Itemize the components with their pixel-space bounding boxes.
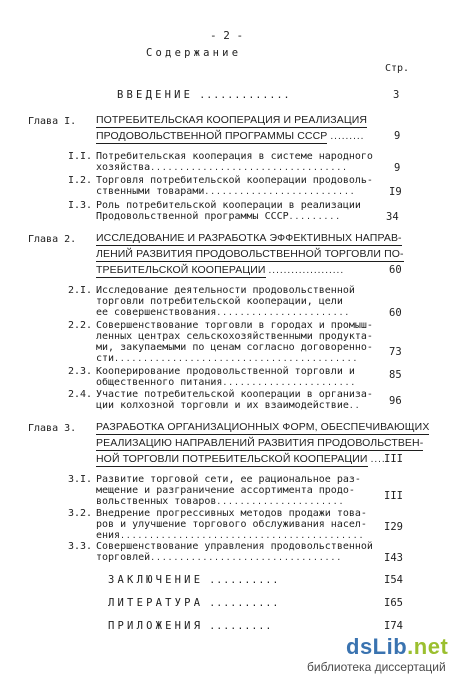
section-2-2-line-3: ми, закупаемыми по ценам согласно договоренно- — [96, 342, 373, 353]
section-2-1-line-1: Исследование деятельности продовольственной — [96, 285, 355, 296]
chapter-1-title-line-2-text: ПРОДОВОЛЬСТВЕННОЙ ПРОГРАММЫ СССР — [96, 130, 328, 142]
section-2-2-line-4 — [96, 353, 358, 365]
section-2-3-page: 85 — [389, 369, 402, 381]
section-3-3-line-1: Совершенствование управления продовольственной — [96, 541, 373, 552]
section-2-4-number: 2.4. — [68, 389, 93, 400]
toc-entry-appendix[interactable] — [108, 620, 272, 633]
section-1-2-number: I.2. — [68, 175, 93, 186]
intro-page: 3 — [393, 89, 400, 101]
section-2-3-line-2 — [96, 377, 356, 389]
section-1-1-number: I.I. — [68, 151, 93, 162]
section-1-1-page: 9 — [394, 162, 401, 174]
section-1-1-line-1: Потребительская кооперация в системе народного — [96, 151, 373, 162]
appendix-label: ПРИЛОЖЕНИЯ — [108, 620, 204, 632]
chapter-1-title-line-2 — [96, 130, 364, 143]
leader-dots: .................................. — [150, 163, 348, 172]
section-2-2-number: 2.2. — [68, 320, 93, 331]
leader-dots: .......... — [209, 598, 280, 609]
section-1-2-line-1: Торговля потребительской кооперации продоволь- — [96, 175, 373, 186]
toc-entry-intro[interactable] — [117, 89, 437, 102]
section-2-2-line-1: Совершенствование торговли в городах и промыш- — [96, 320, 373, 331]
section-2-3-line-2-text: общественного питания — [96, 377, 223, 388]
leader-dots: ............. — [199, 90, 291, 101]
chapter-3-title-line-3-text: НОЙ ТОРГОВЛИ ПОТРЕБИТЕЛЬСКОЙ КООПЕРАЦИИ — [96, 453, 368, 465]
section-2-1-page: 60 — [389, 307, 402, 319]
section-2-1-line-3 — [96, 307, 350, 319]
section-2-1-number: 2.I. — [68, 285, 93, 296]
chapter-3-title-line-2: РЕАЛИЗАЦИЮ НАПРАВЛЕНИЙ РАЗВИТИЯ ПРОДОВОЛЬСТВЕН- — [96, 437, 424, 449]
section-3-1-page: III — [384, 490, 403, 502]
watermark-tld: .net — [407, 634, 449, 659]
section-2-2-line-4-text: сти — [96, 353, 115, 364]
chapter-3-page: III — [384, 453, 403, 465]
watermark-brand: dsLib — [346, 634, 408, 659]
section-1-2-page: I9 — [389, 186, 402, 198]
toc-entry-conclusion[interactable] — [108, 574, 279, 587]
literature-label: ЛИТЕРАТУРА — [108, 597, 204, 609]
leader-dots: ...................... — [216, 497, 345, 506]
chapter-1-page: 9 — [394, 130, 401, 142]
intro-label: ВВЕДЕНИЕ — [117, 89, 194, 101]
leader-dots: ....................... — [222, 378, 357, 387]
section-3-2-line-3-text: ения — [96, 530, 121, 541]
chapter-2-page: 60 — [389, 264, 402, 276]
section-1-2-line-2 — [96, 186, 356, 198]
watermark-caption: библиотека диссертаций — [307, 660, 446, 674]
section-3-2-number: 3.2. — [68, 508, 93, 519]
section-3-3-page: I43 — [384, 552, 403, 564]
literature-page: I65 — [384, 597, 403, 609]
section-1-3-line-2 — [96, 211, 341, 223]
section-3-1-line-3-text: вольственных товаров — [96, 496, 217, 507]
section-3-1-line-2: мещение и разграничение ассортимента продо- — [96, 485, 355, 496]
chapter-2-title-line-1: ИССЛЕДОВАНИЕ И РАЗРАБОТКА ЭФФЕКТИВНЫХ НАПРАВ- — [96, 232, 402, 244]
chapter-2-number: Глава 2. — [28, 234, 77, 245]
section-2-3-line-1: Кооперирование продовольственной торговли и — [96, 366, 355, 377]
leader-dots: ....................... — [216, 308, 351, 317]
chapter-1-title-line-1: ПОТРЕБИТЕЛЬСКАЯ КООПЕРАЦИЯ И РЕАЛИЗАЦИЯ — [96, 114, 368, 126]
conclusion-label: ЗАКЛЮЧЕНИЕ — [108, 574, 204, 586]
section-2-4-line-2-text: ции колхозной торговли и их взаимодействие — [96, 400, 349, 411]
section-2-1-line-3-text: ее совершенствования — [96, 307, 217, 318]
appendix-page: I74 — [384, 620, 403, 632]
chapter-2-title-line-2: ЛЕНИЙ РАЗВИТИЯ ПРОДОВОЛЬСТВЕННОЙ ТОРГОВЛИ ПО- — [96, 248, 404, 260]
section-3-2-line-2: ров и улучшение торгового обслуживания насел- — [96, 519, 367, 530]
section-3-1-line-1: Развитие торговой сети, ее рациональное раз- — [96, 474, 361, 485]
conclusion-page: I54 — [384, 574, 403, 586]
section-3-2-page: I29 — [384, 521, 403, 533]
section-1-1-line-2 — [96, 162, 348, 174]
leader-dots: ......... — [288, 212, 342, 221]
page-number: - 2 - — [210, 29, 244, 42]
leader-dots: .................... — [268, 265, 345, 276]
section-2-2-line-2: ленных центрах сельскохозяйственными продукта- — [96, 331, 373, 342]
section-1-2-line-2-text: ственными товарами — [96, 186, 205, 197]
section-2-3-number: 2.3. — [68, 366, 93, 377]
section-3-2-line-1: Внедрение прогрессивных методов продажи това- — [96, 508, 367, 519]
section-3-3-line-2 — [96, 552, 342, 564]
section-3-1-number: 3.I. — [68, 474, 93, 485]
leader-dots: .......................................... — [120, 531, 365, 540]
toc-entry-literature[interactable] — [108, 597, 279, 610]
section-2-4-page: 96 — [389, 395, 402, 407]
chapter-3-title-line-3 — [96, 453, 386, 466]
section-3-1-line-3 — [96, 496, 344, 508]
chapter-2-title-line-3 — [96, 264, 344, 277]
chapter-3-number: Глава 3. — [28, 423, 77, 434]
chapter-3-title-line-1: РАЗРАБОТКА ОРГАНИЗАЦИОННЫХ ФОРМ, ОБЕСПЕЧИВАЮЩИХ — [96, 421, 430, 433]
section-2-2-page: 73 — [389, 346, 402, 358]
section-2-1-line-2: торговли потребительской кооперации, цели — [96, 296, 343, 307]
leader-dots: .... — [370, 454, 386, 465]
section-1-3-page: 34 — [386, 211, 399, 223]
chapter-1-number: Глава I. — [28, 116, 77, 127]
toc-heading: Содержание — [146, 47, 242, 59]
section-2-4-line-1: Участие потребительской кооперации в организа- — [96, 389, 373, 400]
section-2-4-line-2 — [96, 400, 361, 412]
section-1-3-line-1: Роль потребительской кооперации в реализации — [96, 200, 361, 211]
leader-dots: .. — [348, 401, 361, 410]
leader-dots: ......... — [209, 621, 273, 632]
section-1-3-number: I.3. — [68, 200, 93, 211]
leader-dots: .......................................... — [114, 354, 359, 363]
chapter-2-title-line-3-text: ТРЕБИТЕЛЬСКОЙ КООПЕРАЦИИ — [96, 264, 266, 276]
section-3-3-line-2-text: торговлей — [96, 552, 151, 563]
leader-dots: ................................. — [150, 553, 343, 562]
page-column-label: Стр. — [385, 63, 410, 74]
leader-dots: ......... — [330, 131, 365, 142]
watermark-logo — [346, 634, 448, 660]
section-3-3-number: 3.3. — [68, 541, 93, 552]
leader-dots: .......................... — [204, 187, 356, 196]
leader-dots: .......... — [209, 575, 280, 586]
section-1-3-line-2-text: Продовольственной программы СССР — [96, 211, 289, 222]
section-1-1-line-2-text: хозяйства — [96, 162, 151, 173]
